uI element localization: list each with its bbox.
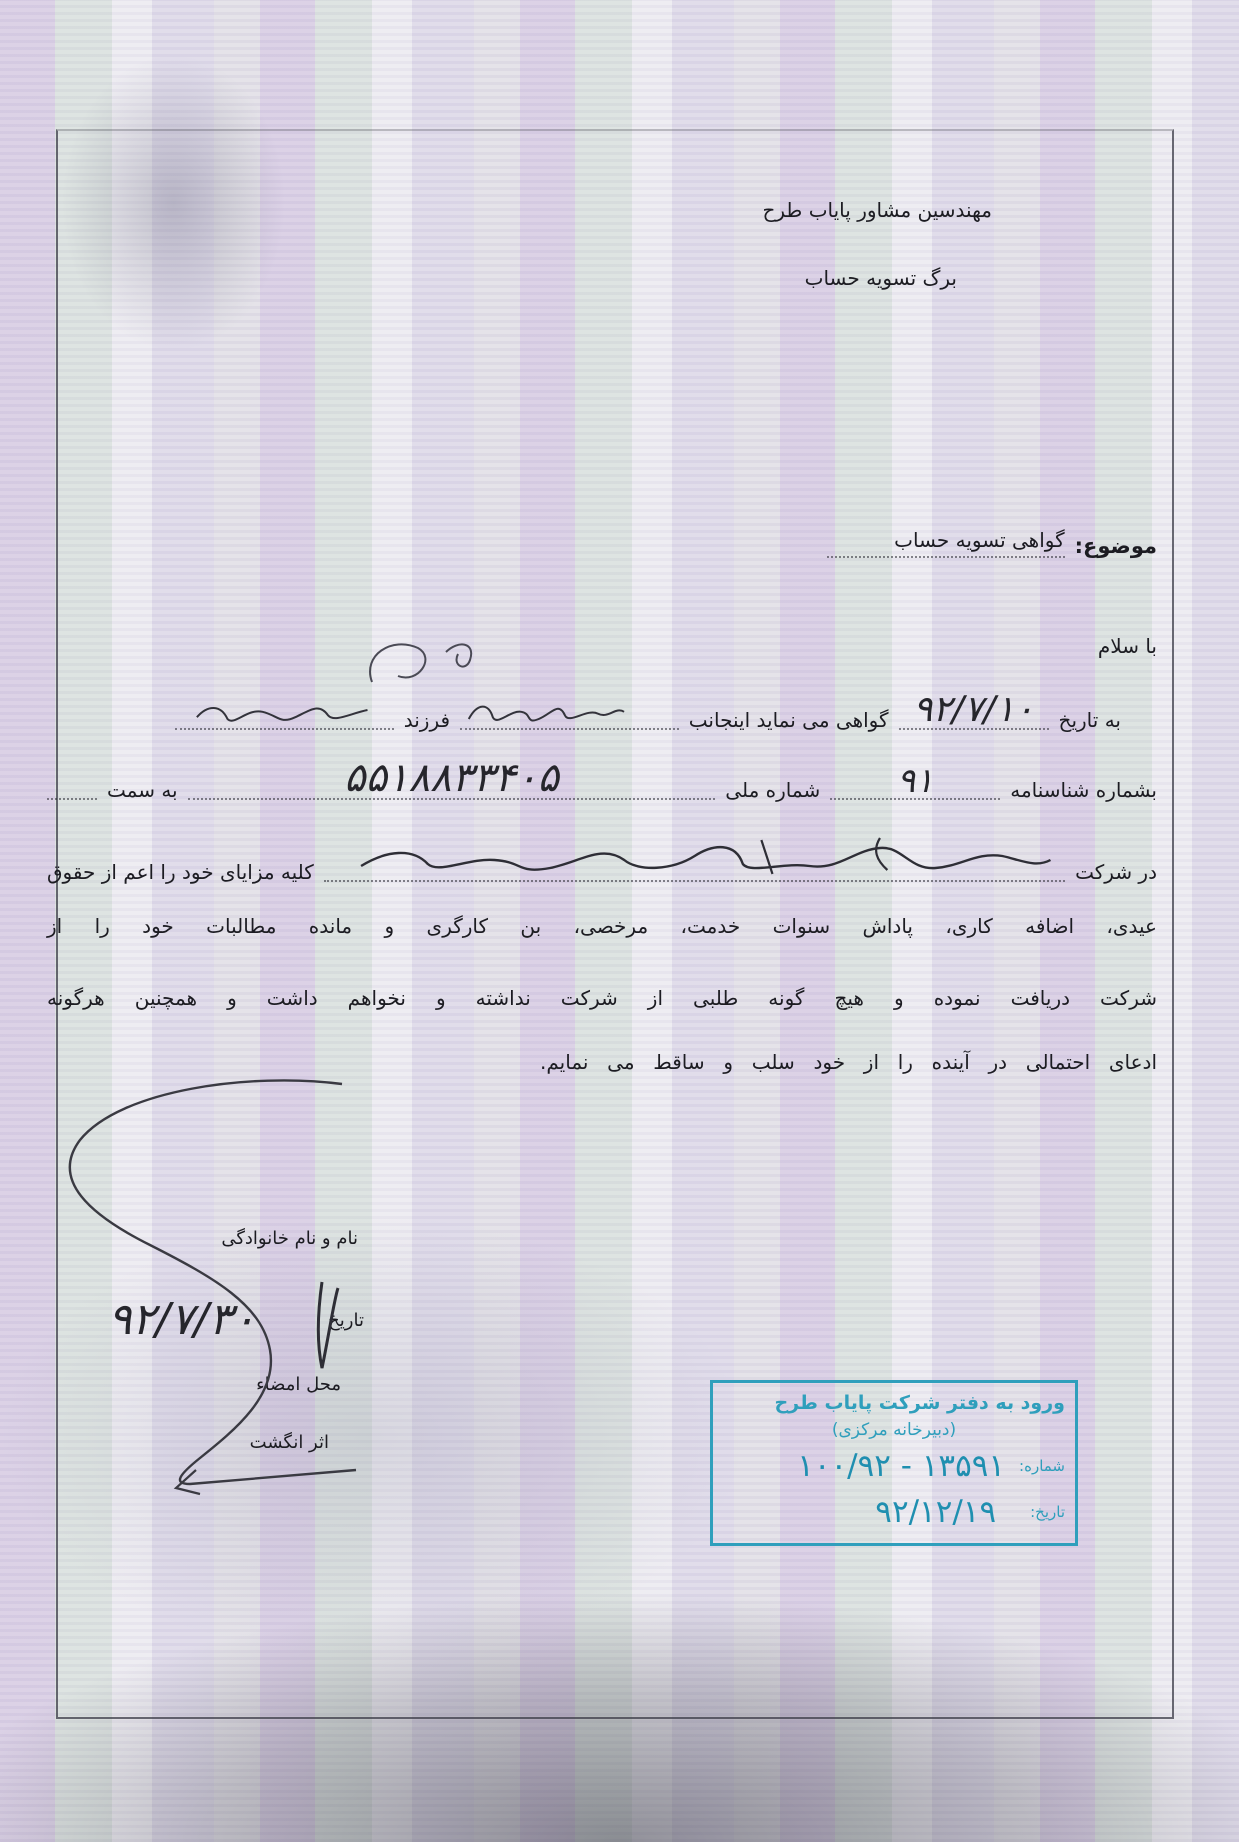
date-field xyxy=(899,684,1049,730)
handwritten-national-code: ۵۵۱۸۸۳۳۴۰۵ xyxy=(344,755,559,801)
position-field xyxy=(47,754,97,800)
stamp-number-value: ۱۰۰/۹۲ - ۱۳۵۹۱ xyxy=(797,1448,1006,1484)
stamp-subtitle: (دبیرخانه مرکزی) xyxy=(831,1420,957,1440)
body-line-1 xyxy=(175,690,1121,734)
handwritten-signature-date: ۹۲/۷/۳۰ xyxy=(108,1294,256,1345)
body-line-6: ادعای احتمالی در آینده را از خود سلب و ساقط می نمایم. xyxy=(540,1050,1157,1074)
body-line-5: شرکت دریافت نموده و هیچ گونه طلبی از شرکت نداشته و نخواهم داشت و همچنین هرگونه xyxy=(47,986,1157,1010)
signature-date-label: تاریخ xyxy=(328,1310,364,1331)
company-field xyxy=(324,828,1065,882)
father-name-field xyxy=(175,684,394,730)
company-label: در شرکت xyxy=(1075,860,1157,884)
stamp-number-label: شماره: xyxy=(1019,1457,1065,1475)
body-line-3 xyxy=(47,834,1157,886)
subject-line xyxy=(827,526,1157,558)
certify-text: گواهی می نماید اینجانب xyxy=(688,708,889,732)
stamp-date-row xyxy=(723,1489,1065,1535)
body-line-2 xyxy=(47,755,1157,804)
stamp-date-label: تاریخ: xyxy=(1030,1503,1065,1521)
handwritten-birth-certificate-number: ۹۱ xyxy=(896,761,934,801)
subject-label: موضوع: xyxy=(1074,534,1157,558)
subject-value: گواهی تسویه حساب xyxy=(827,526,1065,558)
stamp-date-value: ۹۲/۱۲/۱۹ xyxy=(875,1494,997,1530)
letterhead: مهندسین مشاور پایاب طرح xyxy=(762,198,992,222)
greeting: با سلام xyxy=(1097,634,1157,658)
registry-stamp xyxy=(710,1380,1078,1546)
full-name-label: نام و نام خانوادگی xyxy=(221,1228,358,1249)
form-title: برگ تسویه حساب xyxy=(804,266,957,290)
handwritten-date: ۹۲/۷/۱۰ xyxy=(913,689,1035,730)
benefits-text: کلیه مزایای خود را اعم از حقوق xyxy=(47,860,314,884)
stamp-title: ورود به دفتر شرکت پایاب طرح xyxy=(774,1392,1065,1414)
birth-certificate-label: بشماره شناسنامه xyxy=(1010,778,1157,802)
birth-certificate-field xyxy=(830,754,1000,800)
date-label: به تاریخ xyxy=(1058,708,1121,732)
national-code-label: شماره ملی xyxy=(725,778,821,802)
body-line-4: عیدی، اضافه کاری، پاداش سنوات خدمت، مرخصی، بن کارگری و مانده مطالبات خود را از xyxy=(47,914,1157,938)
child-of-label: فرزند xyxy=(403,708,451,732)
position-label: به سمت xyxy=(107,778,178,802)
fingerprint-label: اثر انگشت xyxy=(249,1432,329,1453)
national-code-field xyxy=(188,754,716,800)
handwritten-father-name-scribble xyxy=(175,692,394,728)
name-field xyxy=(460,684,679,730)
signature-place-label: محل امضاء xyxy=(256,1374,341,1395)
stamp-number-row xyxy=(723,1443,1065,1489)
handwritten-name-scribble xyxy=(460,692,679,728)
handwritten-company-scribble xyxy=(324,830,1065,880)
